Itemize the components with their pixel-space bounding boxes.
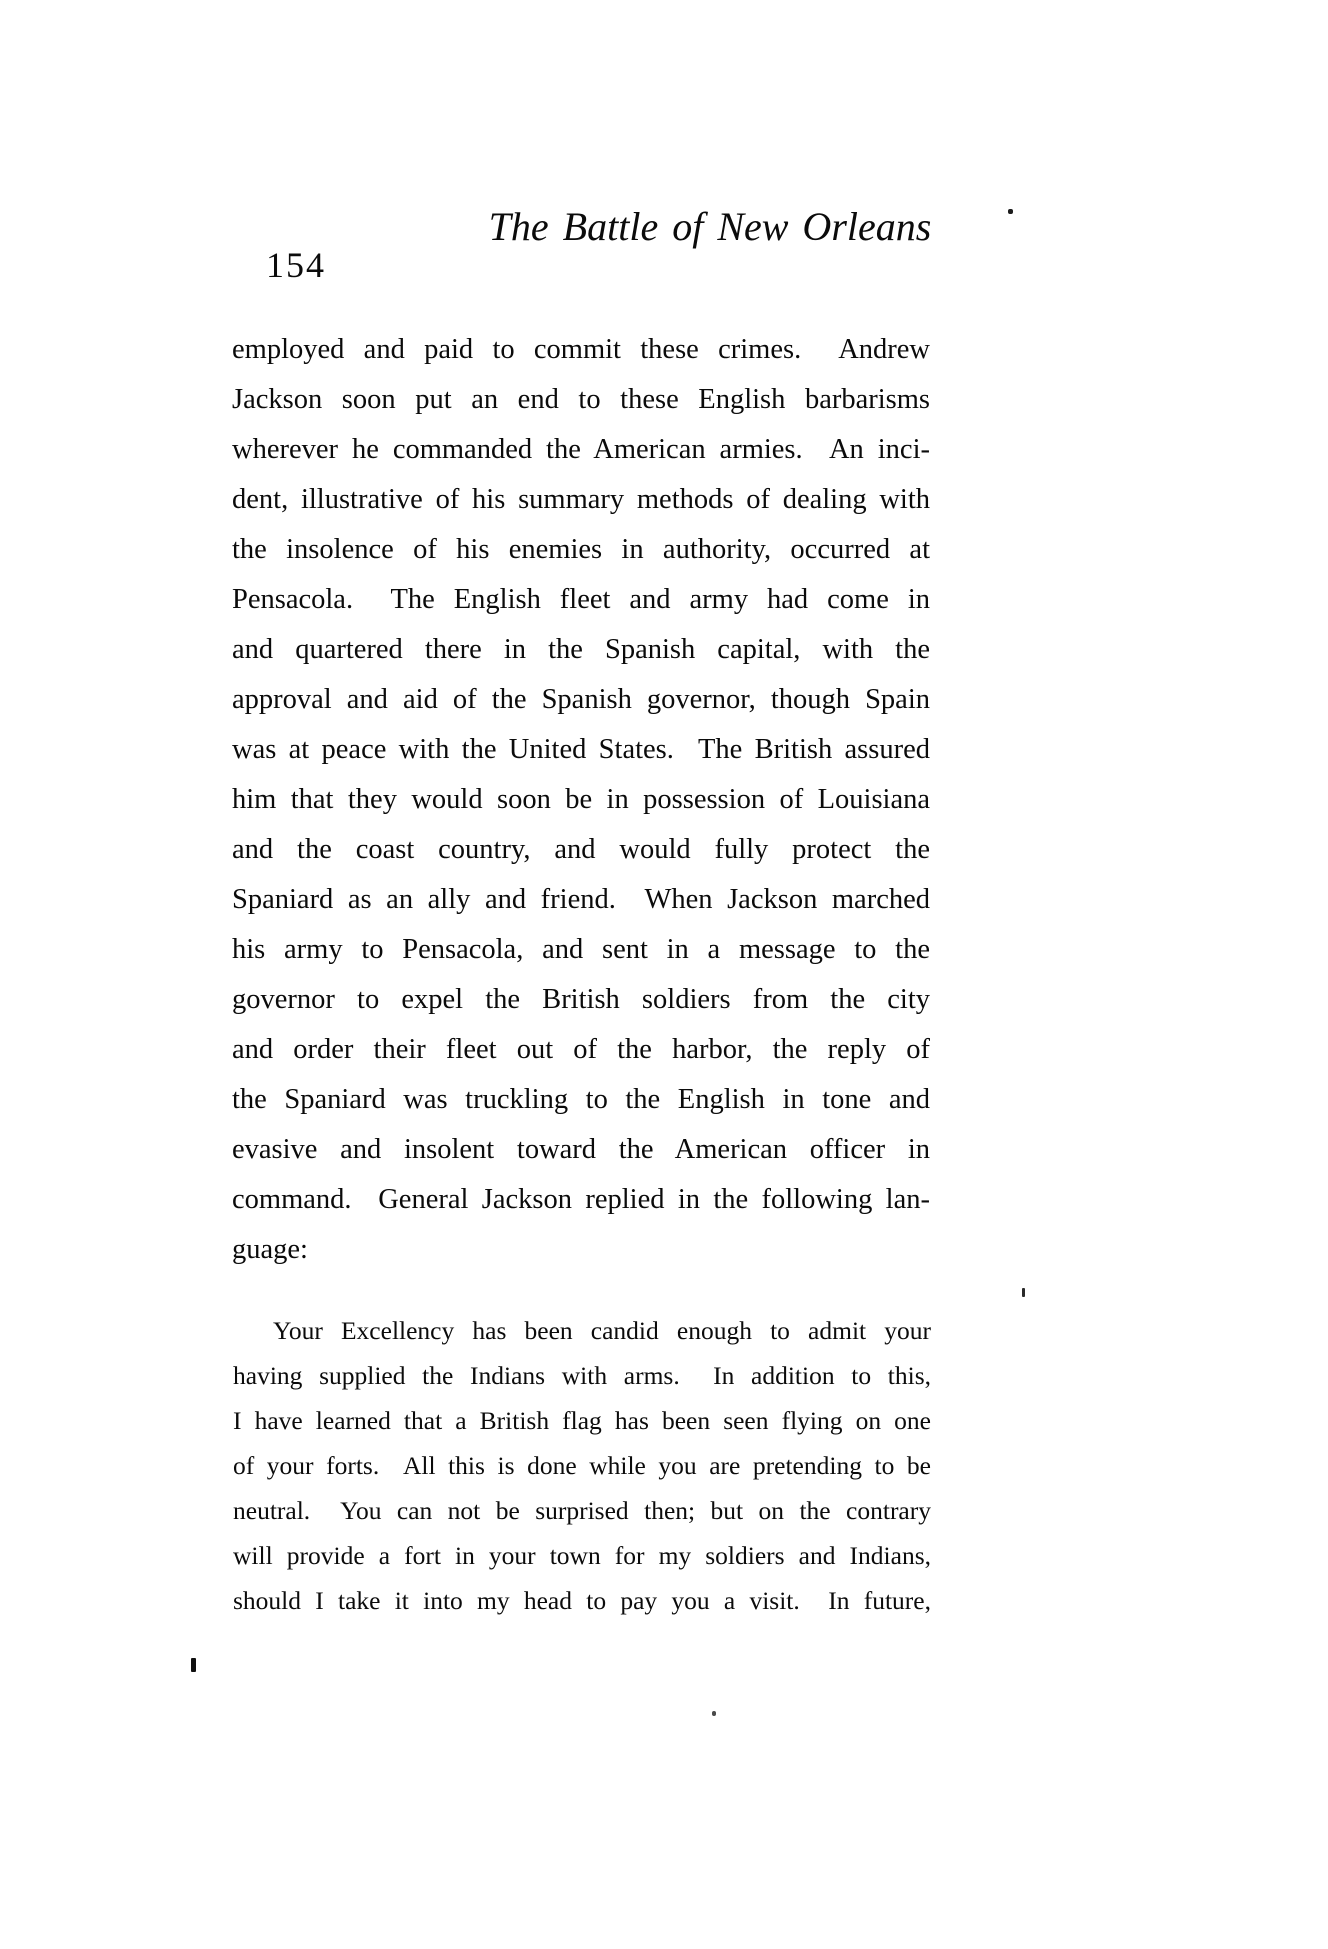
body-paragraph [232, 325, 930, 1275]
quote-line: should I take it into my head to pay you a visit. In future, [233, 1586, 931, 1615]
scan-speck [1008, 209, 1013, 214]
running-title: The Battle of New Orleans [488, 204, 932, 249]
quote-line: having supplied the Indians with arms. In addition to this, [233, 1361, 931, 1390]
body-line: and quartered there in the Spanish capital, with the [232, 634, 930, 665]
scan-speck [191, 1658, 196, 1672]
body-line: and the coast country, and would fully protect the [232, 834, 930, 865]
body-line: dent, illustrative of his summary methods of dealing with [232, 484, 930, 515]
body-line: was at peace with the United States. The British assured [232, 734, 930, 765]
body-line: Jackson soon put an end to these English barbarisms [232, 384, 930, 415]
body-line: wherever he commanded the American armies. An inci- [232, 434, 930, 465]
body-line: the insolence of his enemies in authority, occurred at [232, 534, 930, 565]
quote-line: neutral. You can not be surprised then; but on the contrary [233, 1496, 931, 1525]
body-line: command. General Jackson replied in the following lan- [232, 1184, 930, 1215]
body-line: approval and aid of the Spanish governor, though Spain [232, 684, 930, 715]
quote-line: Your Excellency has been candid enough to admit your [273, 1316, 931, 1345]
block-quote [233, 1308, 931, 1623]
body-line: the Spaniard was truckling to the English in tone and [232, 1084, 930, 1115]
scan-speck [712, 1711, 716, 1716]
scan-speck [1022, 1288, 1025, 1297]
body-line: employed and paid to commit these crimes. Andrew [232, 334, 930, 365]
body-line: and order their fleet out of the harbor, the reply of [232, 1034, 930, 1065]
quote-line: of your forts. All this is done while you are pretending to be [233, 1451, 931, 1480]
body-line: his army to Pensacola, and sent in a message to the [232, 934, 930, 965]
body-line: evasive and insolent toward the American officer in [232, 1134, 930, 1165]
quote-line: will provide a fort in your town for my soldiers and Indians, [233, 1541, 931, 1570]
body-line: governor to expel the British soldiers from the city [232, 984, 930, 1015]
body-line: Pensacola. The English fleet and army had come in [232, 584, 930, 615]
body-line: guage: [232, 1234, 308, 1265]
quote-line: I have learned that a British flag has been seen flying on one [233, 1406, 931, 1435]
body-line: Spaniard as an ally and friend. When Jackson marched [232, 884, 930, 915]
body-line: him that they would soon be in possession of Louisiana [232, 784, 930, 815]
page-number: 154 [266, 245, 326, 285]
